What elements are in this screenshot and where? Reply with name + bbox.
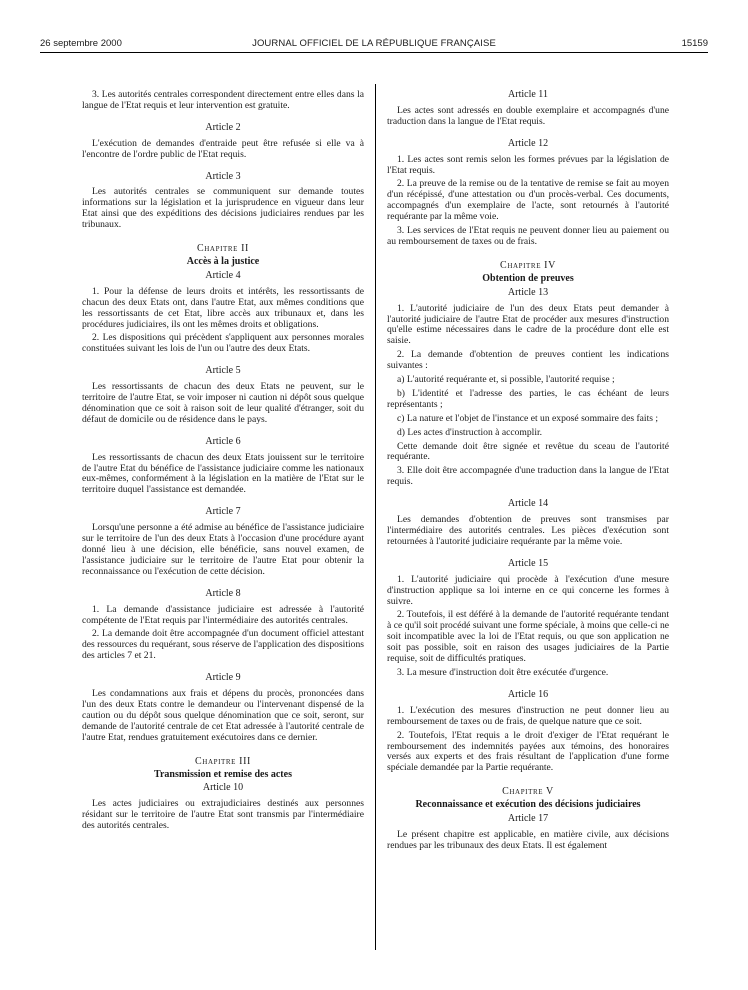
article-heading: Article 3 [205, 170, 241, 182]
chapter-label: Chapitre II [197, 243, 249, 255]
article-heading: Article 16 [507, 688, 549, 700]
paragraph: L'exécution de demandes d'entraide peut être refusée si elle va à l'encontre de l'ordre public de l'Etat requis. [82, 137, 364, 160]
paragraph: Les condamnations aux frais et dépens du procès, prononcées dans l'un des deux Etats contre le demandeur ou l'intervenant dispensé de la caution ou du dépôt sous quelque dénomination que ce soit, seront, sur demande de l'autorité centrale de cet Etat adressée à l'autorité centrale de l'autre Etat, rendues gratuitement exécutoires dans ce dernier. [82, 688, 364, 743]
paragraph: Le présent chapitre est applicable, en matière civile, aux décisions rendues par les tribunaux des deux Etats. Il est également [387, 828, 669, 851]
chapter-title: Reconnaissance et exécution des décisions judiciaires [415, 799, 641, 811]
chapter-label: Chapitre III [195, 755, 251, 767]
article-heading: Article 17 [507, 813, 549, 825]
header-page-number: 15159 [681, 38, 708, 49]
header-journal-title: JOURNAL OFFICIEL DE LA RÉPUBLIQUE FRANÇAISE [252, 38, 496, 49]
paragraph: 3. Elle doit être accompagnée d'une traduction dans la langue de l'Etat requis. [387, 465, 669, 488]
paragraph: Lorsqu'une personne a été admise au bénéfice de l'assistance judiciaire sur le territoire de l'un des deux Etats à l'occasion d'une procédure ayant donné lieu à une décision, elle bénéficie, sans nouvel examen, de l'assistance judiciaire sur le territoire de l'autre Etat pour obtenir la reconnaissance ou l'exécution de cette décision. [82, 522, 364, 577]
chapter-title: Transmission et remise des actes [154, 768, 292, 780]
paragraph: 1. Pour la défense de leurs droits et intérêts, les ressortissants de chacun des deux Etats ont, dans l'autre Etat, aux mêmes conditions que les ressortissants de cet Etat, libre accès aux tribunaux et, dans les procédures judiciaires, ils ont les mêmes droits et obligations. [82, 285, 364, 330]
paragraph: Les ressortissants de chacun des deux Etats jouissent sur le territoire de l'autre Etat du bénéfice de l'assistance judiciaire comme les nationaux eux-mêmes, conformément à la législation en la matière de l'Etat sur le territoire duquel l'assistance est demandée. [82, 451, 364, 496]
article-heading: Article 12 [507, 137, 549, 149]
article-heading: Article 7 [205, 506, 241, 518]
article-heading: Article 10 [202, 782, 244, 794]
article-heading: Article 8 [205, 587, 241, 599]
paragraph: 2. La demande d'obtention de preuves contient les indications suivantes : [387, 349, 669, 372]
paragraph: 3. La mesure d'instruction doit être exécutée d'urgence. [397, 666, 609, 678]
column-divider [375, 84, 376, 950]
chapter-label: Chapitre V [502, 786, 554, 798]
chapter-label: Chapitre IV [500, 259, 556, 271]
paragraph: 3. Les autorités centrales correspondent directement entre elles dans la langue de l'Etat requis et leur intervention est gratuite. [82, 89, 364, 111]
paragraph: 1. La demande d'assistance judiciaire est adressée à l'autorité compétente de l'Etat requis par l'intermédiaire des autorités centrales. [82, 603, 364, 626]
article-heading: Article 6 [205, 435, 241, 447]
paragraph: Les actes sont adressés en double exemplaire et accompagnés d'une traduction dans la langue de l'Etat requis. [387, 104, 669, 127]
page-header [40, 38, 708, 53]
article-heading: Article 14 [507, 498, 549, 510]
paragraph: 2. Les dispositions qui précèdent s'appliquent aux personnes morales constituées suivant les lois de l'un ou l'autre des deux Etats. [82, 332, 364, 355]
paragraph: 2. La demande doit être accompagnée d'un document officiel attestant des ressources du requérant, sous réserve de l'application des dispositions des articles 7 et 21. [82, 628, 365, 662]
article-heading: Article 4 [205, 269, 241, 281]
list-item: a) L'autorité requérante et, si possible, l'autorité requise ; [397, 374, 615, 386]
list-item: c) La nature et l'objet de l'instance et un exposé sommaire des faits ; [397, 412, 659, 424]
right-column [387, 90, 669, 855]
paragraph: 2. Toutefois, il est déféré à la demande de l'autorité requérante tendant à ce qu'il soit procédé suivant une forme spéciale, à moins que celle-ci ne soit incompatible avec la loi de l'Etat requis, ou que son application ne soit pas possible, soit en raison des usages judiciaires de la Partie requise, soit de difficultés pratiques. [387, 609, 669, 665]
article-heading: Article 2 [205, 121, 241, 133]
article-heading: Article 15 [507, 557, 549, 569]
paragraph: 1. L'autorité judiciaire qui procède à l'exécution d'une mesure d'instruction applique sa loi interne en ce qui concerne les formes à suivre. [387, 573, 669, 607]
paragraph: 1. L'autorité judiciaire de l'un des deux Etats peut demander à l'autorité judiciaire de l'autre Etat de procéder aux mesures d'instruction qu'elle estime nécessaires dans le cadre de la procédure dont elle est saisie. [387, 302, 669, 347]
paragraph: 2. Toutefois, l'Etat requis a le droit d'exiger de l'Etat requérant le remboursement des indemnités payées aux témoins, des honoraires versés aux experts et des frais résultant de l'application d'une forme spéciale demandée par la Partie requérante. [387, 729, 669, 774]
paragraph: Les ressortissants de chacun des deux Etats ne peuvent, sur le territoire de l'autre Etat, se voir imposer ni caution ni dépôt sous quelque dénomination que ce soit à raison soit de leur qualité d'étranger, soit du défaut de domicile ou de résidence dans le pays. [82, 381, 364, 425]
article-heading: Article 11 [508, 89, 548, 100]
header-date: 26 septembre 2000 [40, 38, 122, 49]
paragraph: 1. L'exécution des mesures d'instruction ne peut donner lieu au remboursement de taxes ou de frais, de quelque nature que ce soit. [387, 704, 669, 727]
paragraph: 1. Les actes sont remis selon les formes prévues par la législation de l'Etat requis. [387, 153, 669, 176]
list-item: d) Les actes d'instruction à accomplir. [397, 426, 543, 438]
paragraph: 2. La preuve de la remise ou de la tentative de remise se fait au moyen d'un récépissé, d'une attestation ou d'un procès-verbal. Ces documents, accompagnés d'un exemplaire de l'acte, sont retournés à l'autorité requérante par la même voie. [387, 178, 669, 223]
list-item: b) L'identité et l'adresse des parties, le cas échéant de leurs représentants ; [387, 387, 669, 410]
paragraph: Les autorités centrales se communiquent sur demande toutes informations sur la législation et la jurisprudence en vigueur dans leur Etat ainsi que des expéditions des décisions judiciaires rendues par les tribunaux. [82, 186, 364, 231]
paragraph: Cette demande doit être signée et revêtue du sceau de l'autorité requérante. [387, 440, 669, 463]
chapter-title: Obtention de preuves [482, 272, 574, 284]
article-heading: Article 9 [205, 672, 241, 684]
article-heading: Article 13 [507, 286, 549, 298]
chapter-title: Accès à la justice [186, 255, 260, 267]
paragraph: Les demandes d'obtention de preuves sont transmises par l'intermédiaire des autorités centrales. Les pièces d'exécution sont retournées à l'autorité judiciaire requérante par la même voie. [387, 514, 669, 547]
article-heading: Article 5 [205, 365, 241, 377]
paragraph: Les actes judiciaires ou extrajudiciaires destinés aux personnes résidant sur le territoire de l'autre Etat sont transmis par l'intermédiaire des autorités centrales. [82, 798, 364, 832]
left-column [82, 90, 364, 835]
paragraph: 3. Les services de l'Etat requis ne peuvent donner lieu au paiement ou au remboursement de taxes ou de frais. [387, 225, 669, 247]
